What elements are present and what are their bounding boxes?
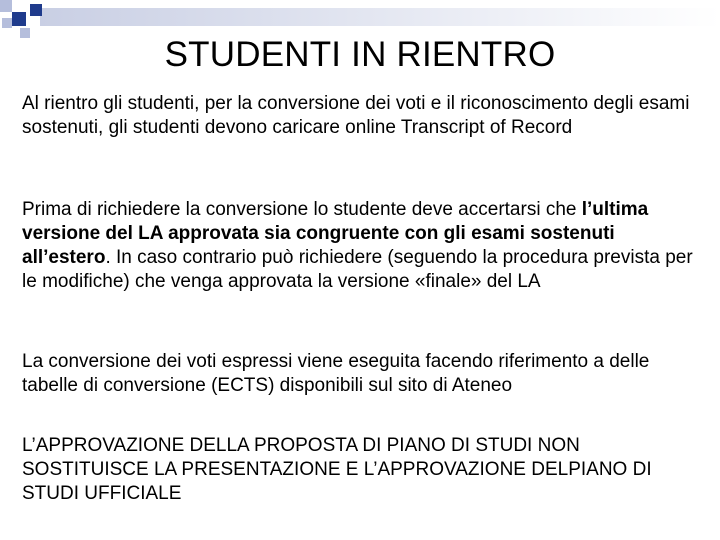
deco-square-dark xyxy=(12,12,26,26)
paragraph-la-version-bold: l’ultima versione del LA approvata sia congruente con gli esami sostenuti all’estero xyxy=(22,199,649,268)
header-gradient-bar xyxy=(40,8,720,26)
paragraph-la-version-start: Prima di richiedere la conversione lo studente deve accertarsi che xyxy=(22,199,582,220)
deco-square-dark xyxy=(30,4,42,16)
paragraph-study-plan-notice: L’APPROVAZIONE DELLA PROPOSTA DI PIANO DI STUDI NON SOSTITUISCE LA PRESENTAZIONE E L’APPROVAZIONE DELPIANO DI STUDI UFFICIALE xyxy=(22,435,652,504)
paragraph-transcript: Al rientro gli studenti, per la conversione dei voti e il riconoscimento degli esami sostenuti, gli studenti devono caricare online Transcript of Record xyxy=(22,93,690,138)
paragraph-la-version-end: . In caso contrario può richiedere (seguendo la procedura prevista per le modifiche) che venga approvata la versione «finale» del LA xyxy=(22,247,693,292)
slide-title: STUDENTI IN RIENTRO xyxy=(164,35,556,74)
paragraph-grade-conversion: La conversione dei voti espressi viene eseguita facendo riferimento a delle tabelle di conversione (ECTS) disponibili sul sito di Ateneo xyxy=(22,351,650,396)
paragraph-la-version xyxy=(22,198,706,294)
deco-square-light xyxy=(0,0,12,12)
deco-square-light xyxy=(2,18,12,28)
